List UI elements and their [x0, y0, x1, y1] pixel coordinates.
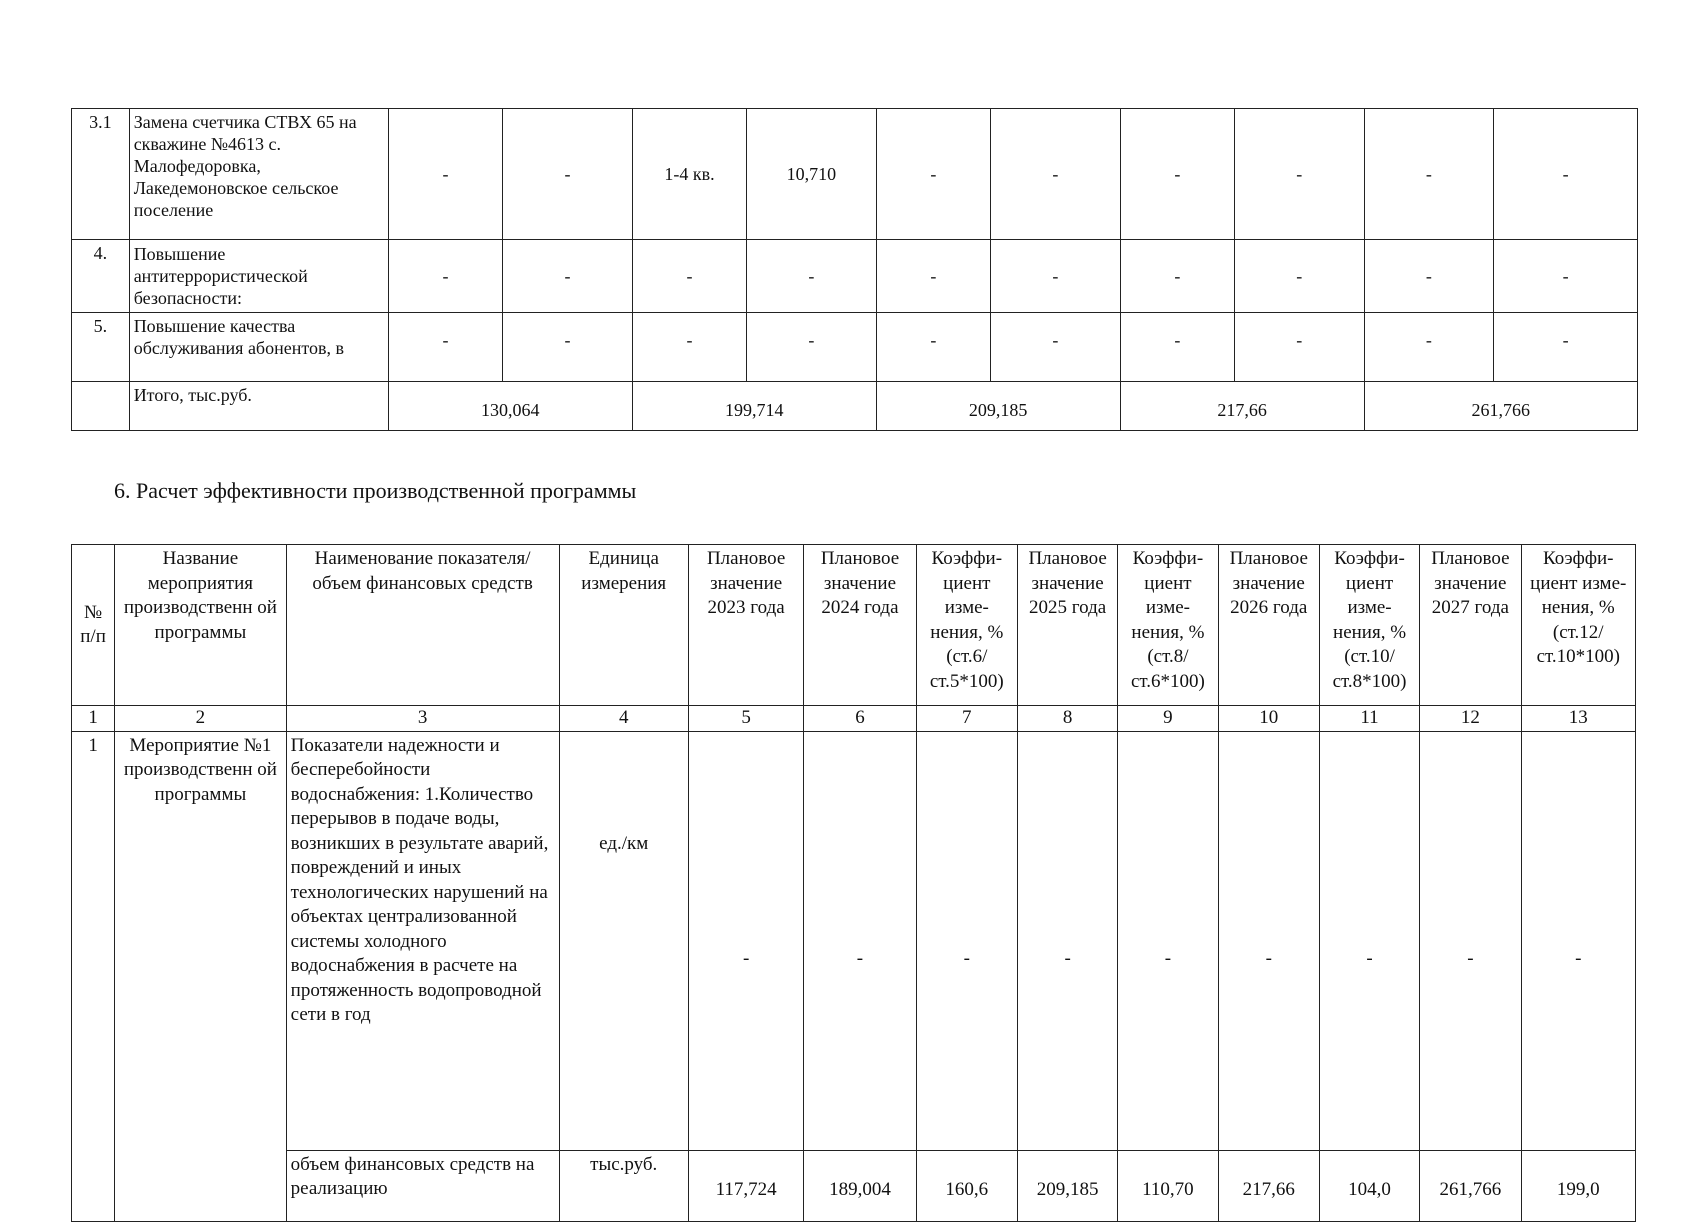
- table-cell: 217,66: [1218, 1150, 1319, 1221]
- column-header: Наименование показателя/объем финансовых средств: [286, 545, 559, 706]
- table-row-4: [72, 240, 1638, 313]
- table-cell: -: [688, 731, 803, 1150]
- table-cell: 261,766: [1420, 1150, 1521, 1221]
- table-cell: -: [804, 731, 916, 1150]
- efficiency-table: [71, 544, 1636, 1222]
- table-cell: -: [1521, 731, 1635, 1150]
- column-header: Плановое значение 2024 года: [804, 545, 916, 706]
- table-cell: 209,185: [1017, 1150, 1117, 1221]
- column-header: Коэффи-циент изме-нения, % (ст.12/ ст.10*100): [1521, 545, 1635, 706]
- table-cell: -: [632, 313, 746, 382]
- column-number: 13: [1521, 706, 1635, 732]
- table-cell: -: [388, 313, 502, 382]
- table-cell: -: [991, 313, 1121, 382]
- column-number: 12: [1420, 706, 1521, 732]
- table-row-5: [72, 313, 1638, 382]
- table-cell: -: [388, 240, 502, 313]
- table-cell: -: [1364, 240, 1494, 313]
- table-cell: -: [1218, 731, 1319, 1150]
- table-cell: -: [1494, 240, 1638, 313]
- table-cell: -: [747, 240, 877, 313]
- table-row-1-finance: [72, 1150, 1636, 1221]
- table-cell: -: [1319, 731, 1419, 1150]
- table-cell: -: [1235, 313, 1365, 382]
- column-number: 5: [688, 706, 803, 732]
- column-number: 6: [804, 706, 916, 732]
- total-value: 261,766: [1364, 382, 1637, 431]
- table-cell: -: [876, 109, 990, 240]
- column-number: 7: [916, 706, 1017, 732]
- column-number: 11: [1319, 706, 1419, 732]
- table-cell: -: [916, 731, 1017, 1150]
- table-cell: -: [1235, 109, 1365, 240]
- column-header: Единица измерения: [559, 545, 688, 706]
- column-header: № п/п: [72, 545, 115, 706]
- column-number: 1: [72, 706, 115, 732]
- column-number-row: [72, 706, 1636, 732]
- column-header: Название мероприятия производственн ой программы: [115, 545, 287, 706]
- table-row-3-1: [72, 109, 1638, 240]
- column-header: Коэффи-циент изме-нения, % (ст.8/ ст.6*100): [1118, 545, 1218, 706]
- table-cell: 110,70: [1118, 1150, 1218, 1221]
- row-number: 1: [72, 731, 115, 1221]
- empty-cell: [72, 382, 130, 431]
- table-cell: -: [1120, 109, 1234, 240]
- indicator-name: Показатели надежности и бесперебойности водоснабжения: 1.Количество перерывов в подаче воды, возникших в результате аварий, повреждений и иных технологических нарушений на объектах централизованной системы холодного водоснабжения в расчете на протяженность водопроводной сети в год: [286, 731, 559, 1150]
- column-number: 9: [1118, 706, 1218, 732]
- table-cell: -: [503, 240, 633, 313]
- table-cell: -: [1494, 109, 1638, 240]
- header-row: [72, 545, 1636, 706]
- row-number: 4.: [72, 240, 130, 313]
- table-cell: 117,724: [688, 1150, 803, 1221]
- row-number: 3.1: [72, 109, 130, 240]
- table-row-total: [72, 382, 1638, 431]
- table-cell: -: [747, 313, 877, 382]
- column-number: 2: [115, 706, 287, 732]
- column-header: Коэффи-циент изме-нения, % (ст.10/ ст.8*100): [1319, 545, 1419, 706]
- indicator-name: объем финансовых средств на реализацию: [286, 1150, 559, 1221]
- table-cell: -: [991, 240, 1121, 313]
- column-header: Плановое значение 2023 года: [688, 545, 803, 706]
- column-number: 3: [286, 706, 559, 732]
- total-value: 217,66: [1120, 382, 1364, 431]
- table-cell: 199,0: [1521, 1150, 1635, 1221]
- table-cell: 160,6: [916, 1150, 1017, 1221]
- total-label: Итого, тыс.руб.: [129, 382, 388, 431]
- total-value: 130,064: [388, 382, 632, 431]
- unit-cell: ед./км: [559, 731, 688, 1150]
- table-cell: -: [1364, 109, 1494, 240]
- column-header: Коэффи-циент изме-нения, % (ст.6/ ст.5*100): [916, 545, 1017, 706]
- row-number: 5.: [72, 313, 130, 382]
- table-cell: -: [876, 313, 990, 382]
- table-cell: 10,710: [747, 109, 877, 240]
- section-heading: 6. Расчет эффективности производственной программы: [114, 478, 637, 503]
- table-cell: -: [503, 313, 633, 382]
- row-name: Повышение антитеррористической безопасности:: [129, 240, 388, 313]
- table-cell: -: [388, 109, 502, 240]
- column-header: Плановое значение 2026 года: [1218, 545, 1319, 706]
- column-header: Плановое значение 2027 года: [1420, 545, 1521, 706]
- table-cell: -: [1017, 731, 1117, 1150]
- table-cell: -: [1118, 731, 1218, 1150]
- table-cell: -: [1120, 313, 1234, 382]
- column-header: Плановое значение 2025 года: [1017, 545, 1117, 706]
- investment-table: [71, 108, 1638, 431]
- unit-cell: тыс.руб.: [559, 1150, 688, 1221]
- table-cell: -: [1235, 240, 1365, 313]
- table-cell: -: [1420, 731, 1521, 1150]
- table-cell: 104,0: [1319, 1150, 1419, 1221]
- table-cell: 189,004: [804, 1150, 916, 1221]
- event-name: Мероприятие №1 производственн ой программы: [115, 731, 287, 1221]
- table-cell: -: [991, 109, 1121, 240]
- table-cell: -: [876, 240, 990, 313]
- table-row-1: [72, 731, 1636, 1150]
- table-cell: -: [503, 109, 633, 240]
- column-number: 8: [1017, 706, 1117, 732]
- row-name: Замена счетчика СТВХ 65 на скважине №4613 с. Малофедоровка, Лакедемоновское сельское поселение: [129, 109, 388, 240]
- total-value: 199,714: [632, 382, 876, 431]
- table-cell: -: [632, 240, 746, 313]
- column-number: 10: [1218, 706, 1319, 732]
- table-cell: -: [1120, 240, 1234, 313]
- column-number: 4: [559, 706, 688, 732]
- table-cell: -: [1494, 313, 1638, 382]
- table-cell: 1-4 кв.: [632, 109, 746, 240]
- table-cell: -: [1364, 313, 1494, 382]
- row-name: Повышение качества обслуживания абонентов, в: [129, 313, 388, 382]
- total-value: 209,185: [876, 382, 1120, 431]
